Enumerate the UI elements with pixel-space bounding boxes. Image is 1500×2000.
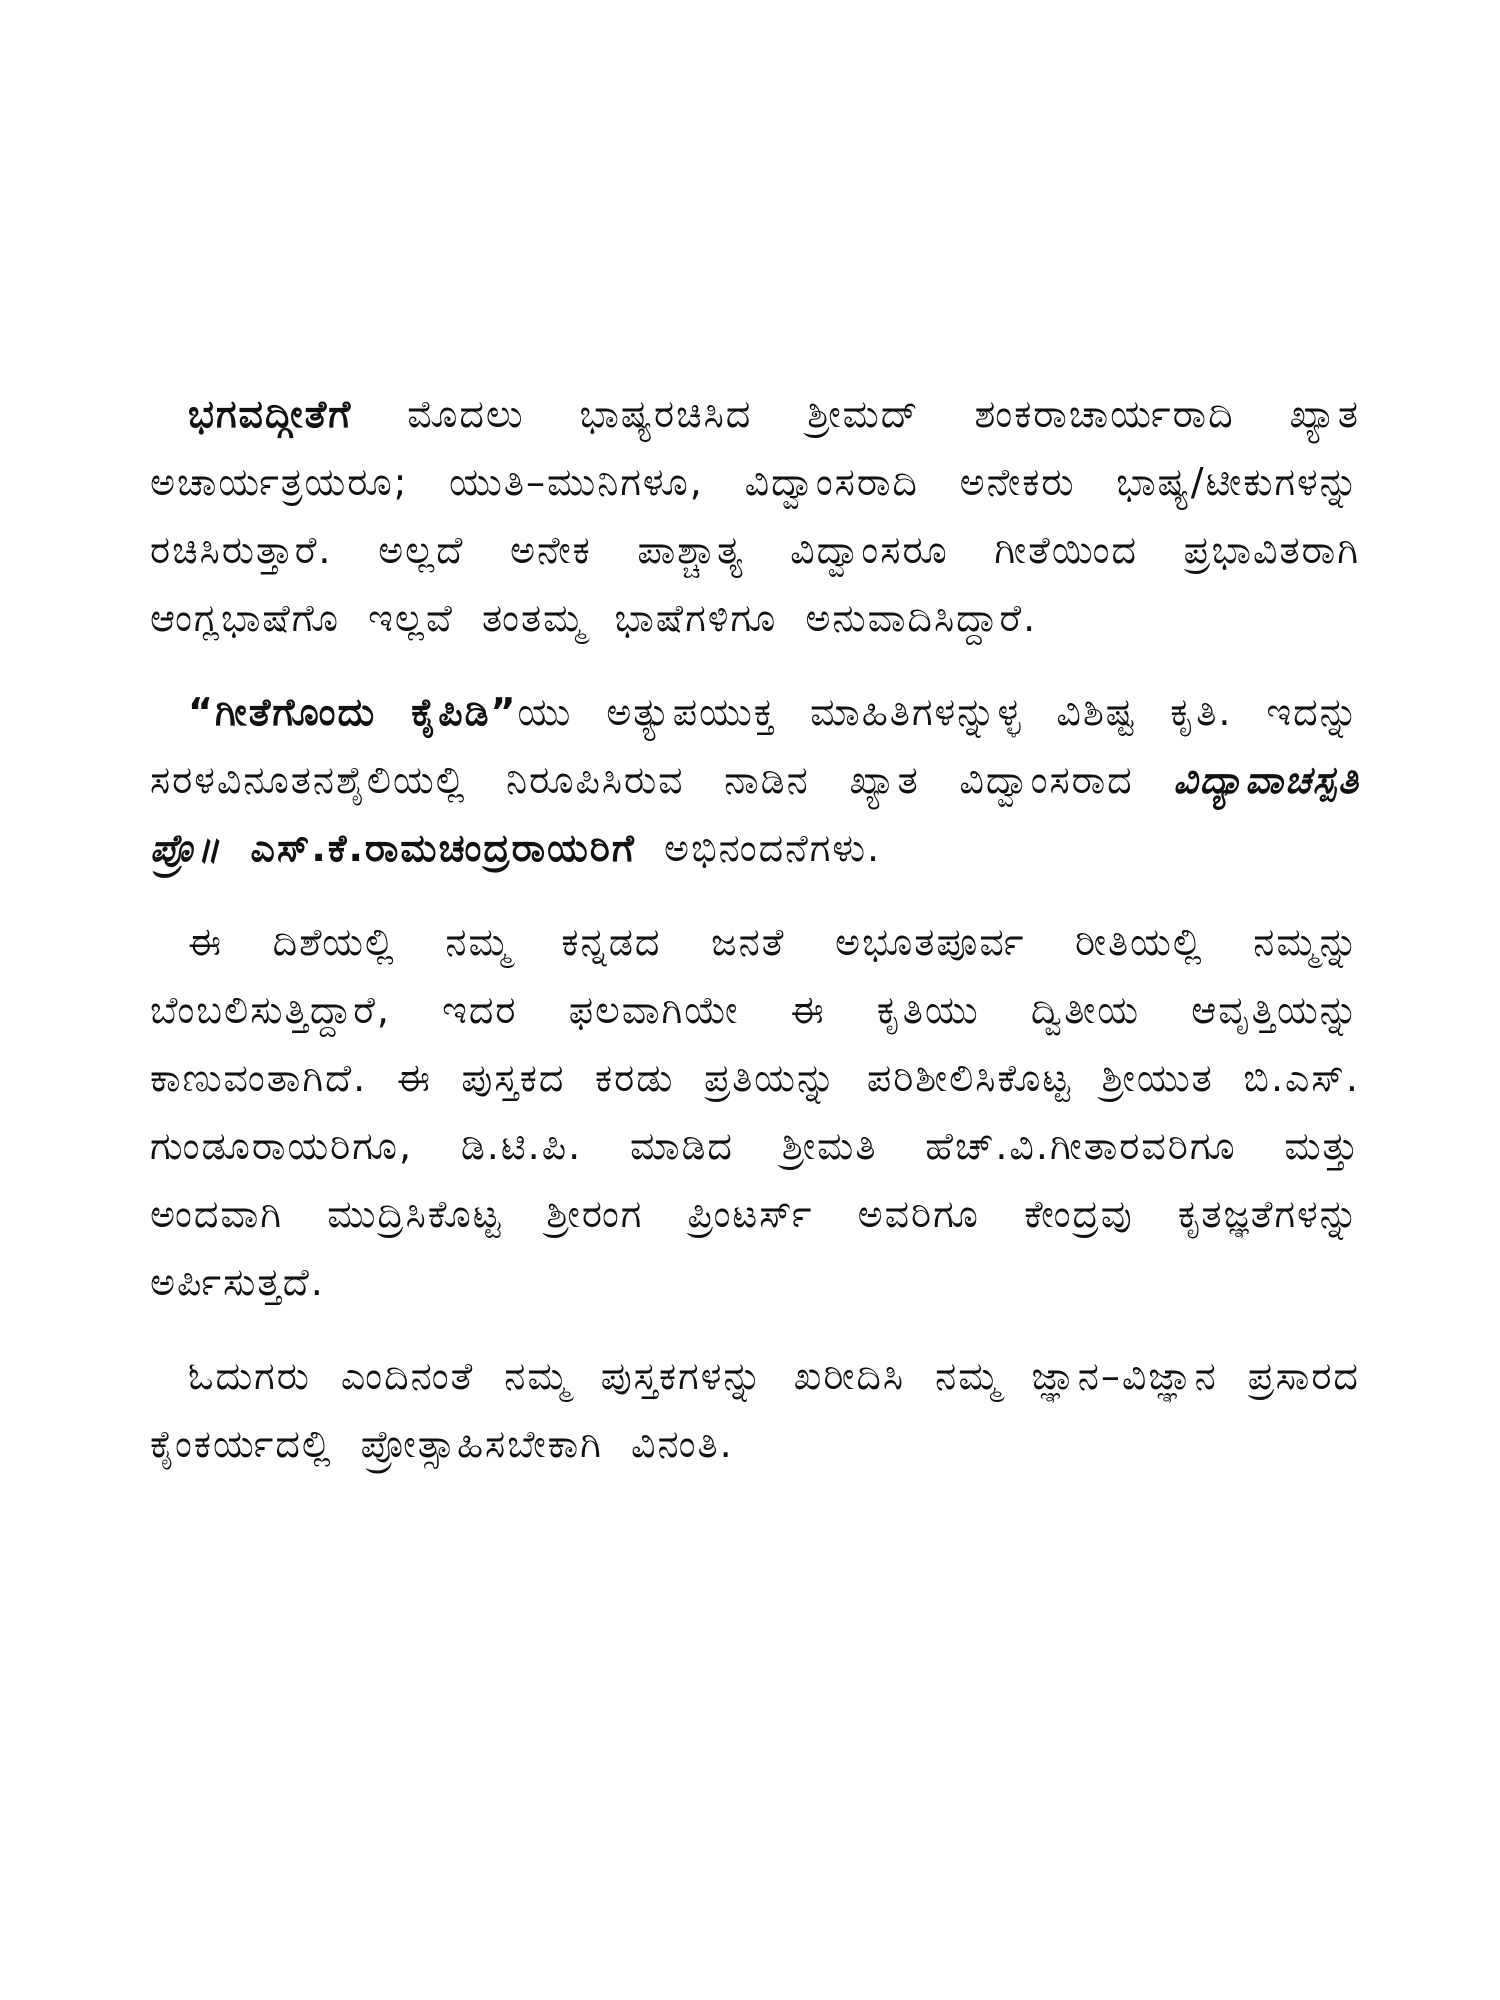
book-title: “ಗೀತೆಗೊಂದು ಕೈಪಿಡಿ” [188, 690, 518, 734]
author-honorific: ವಿದ್ಯಾವಾಚಸ್ಪತಿ ಪ್ರೊ॥ [150, 758, 1360, 870]
paragraph-1-lead: ಭಗವದ್ಗೀತೆಗೆ [188, 392, 353, 436]
paragraph-2 [150, 678, 1360, 882]
paragraph-4 [150, 1342, 1360, 1478]
paragraph-3 [150, 908, 1360, 1316]
paragraph-2-text-a: ಯು ಅತ್ಯುಪಯುಕ್ತ ಮಾಹಿತಿಗಳನ್ನುಳ್ಳ ವಿಶಿಷ್ಟ ಕೃತಿ. ಇದನ್ನು ಸರಳವಿನೂತನಶೈಲಿಯಲ್ಲಿ ನಿರೂಪಿಸಿರುವ ನಾಡಿನ ಖ್ಯಾತ ವಿದ್ವಾಂಸರಾದ [150, 690, 1360, 802]
paragraph-1-text: ಮೊದಲು ಭಾಷ್ಯರಚಿಸಿದ ಶ್ರೀಮದ್ ಶಂಕರಾಚಾರ್ಯರಾದಿ ಖ್ಯಾತ ಅಚಾರ್ಯತ್ರಯರೂ; ಯುತಿ–ಮುನಿಗಳೂ, ವಿದ್ವಾಂಸರಾದಿ ಅನೇಕರು ಭಾಷ್ಯ/ಟೀಕುಗಳನ್ನು ರಚಿಸಿರುತ್ತಾರೆ. ಅಲ್ಲದೆ ಅನೇಕ ಪಾಶ್ಚಾತ್ಯ ವಿದ್ವಾಂಸರೂ ಗೀತೆಯಿಂದ ಪ್ರಭಾವಿತರಾಗಿ ಆಂಗ್ಲಭಾಷೆಗೊ ಇಲ್ಲವೆ ತಂತಮ್ಮ ಭಾಷೆಗಳಿಗೂ ಅನುವಾದಿಸಿದ್ದಾರೆ. [150, 392, 1360, 640]
paragraph-2-text-b: ಅಭಿನಂದನೆಗಳು. [635, 826, 882, 870]
paragraph-1 [150, 380, 1360, 652]
paragraph-3-text: ಈ ದಿಶೆಯಲ್ಲಿ ನಮ್ಮ ಕನ್ನಡದ ಜನತೆ ಅಭೂತಪೂರ್ವ ರೀತಿಯಲ್ಲಿ ನಮ್ಮನ್ನು ಬೆಂಬಲಿಸುತ್ತಿದ್ದಾರೆ, ಇದರ ಫಲವಾಗಿಯೇ ಈ ಕೃತಿಯು ದ್ವಿತೀಯ ಆವೃತ್ತಿಯನ್ನು ಕಾಣುವಂತಾಗಿದೆ. ಈ ಪುಸ್ತಕದ ಕರಡು ಪ್ರತಿಯನ್ನು ಪರಿಶೀಲಿಸಿಕೊಟ್ಟ ಶ್ರೀಯುತ ಬಿ.ಎಸ್. ಗುಂಡೂರಾಯರಿಗೂ, ಡಿ.ಟಿ.ಪಿ. ಮಾಡಿದ ಶ್ರೀಮತಿ ಹೆಚ್.ವಿ.ಗೀತಾರವರಿಗೂ ಮತ್ತು ಅಂದವಾಗಿ ಮುದ್ರಿಸಿಕೊಟ್ಟ ಶ್ರೀರಂಗ ಪ್ರಿಂಟರ್ಸ್ ಅವರಿಗೂ ಕೇಂದ್ರವು ಕೃತಜ್ಞತೆಗಳನ್ನು ಅರ್ಪಿಸುತ್ತದೆ. [150, 920, 1360, 1304]
body-text [150, 380, 1360, 1504]
paragraph-4-text: ಓದುಗರು ಎಂದಿನಂತೆ ನಮ್ಮ ಪುಸ್ತಕಗಳನ್ನು ಖರೀದಿಸಿ ನಮ್ಮ ಜ್ಞಾನ–ವಿಜ್ಞಾನ ಪ್ರಸಾರದ ಕೈಂಕರ್ಯದಲ್ಲಿ ಪ್ರೋತ್ಸಾಹಿಸಬೇಕಾಗಿ ವಿನಂತಿ. [150, 1354, 1360, 1466]
author-name: ಎಸ್.ಕೆ.ರಾಮಚಂದ್ರರಾಯರಿಗೆ [221, 826, 636, 870]
